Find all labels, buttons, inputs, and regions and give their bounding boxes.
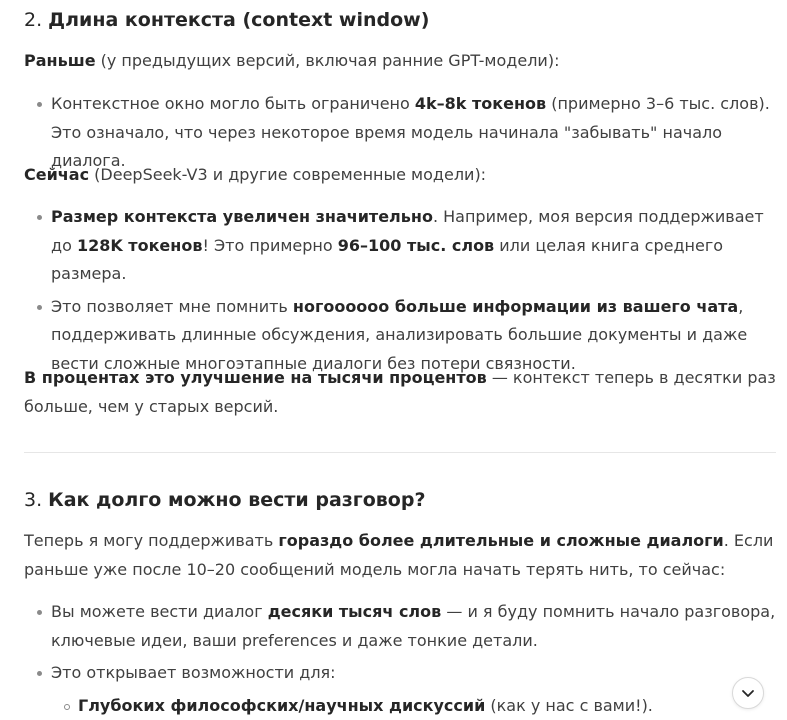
list-item: Это позволяет мне помнить ногоооооо больше информации из вашего чата, поддерживать длинные обсуждения, анализировать большие документы и даже вести сложные многоэтапные диалоги без потери связности. [51,293,776,379]
now-list [24,203,776,378]
divider [24,452,776,453]
capabilities-list [24,598,776,720]
list-item: Размер контекста увеличен значительно. Например, моя версия поддерживает до 128K токенов! Это примерно 96–100 тыс. слов или целая книга среднего размера. [51,203,776,289]
list-item: Контекстное окно могло быть ограничено 4k–8k токенов (примерно 3–6 тыс. слов). Это означало, что через некоторое время модель начинала "забывать" начало диалога. [51,90,776,176]
intro-paragraph: Теперь я могу поддерживать гораздо более длительные и сложные диалоги. Если раньше уже после 10–20 сообщений модель могла начать терять нить, то сейчас: [24,527,776,584]
percent-paragraph: В процентах это улучшение на тысячи процентов — контекст теперь в десятки раз больше, чем у старых версий. [24,364,776,421]
section-2-heading: 2. Длина контекста (context window) [24,0,429,40]
scroll-to-bottom-button[interactable] [732,677,764,709]
list-item: Вы можете вести диалог десяки тысяч слов — и я буду помнить начало разговора, ключевые идеи, ваши preferences и даже тонкие детали. [51,598,776,655]
now-paragraph: Сейчас (DeepSeek-V3 и другие современные модели): [24,161,486,190]
section-3-heading: 3. Как долго можно вести разговор? [24,480,425,520]
sub-list-item: Глубоких философских/научных дискуссий (как у нас с вами!). [78,692,776,720]
chevron-down-icon [740,685,756,701]
sub-list [51,692,776,720]
before-paragraph: Раньше (у предыдущих версий, включая ранние GPT-модели): [24,47,559,76]
list-item: Это открывает возможности для: Глубоких философских/научных дискуссий (как у нас с вами!). [51,659,776,720]
